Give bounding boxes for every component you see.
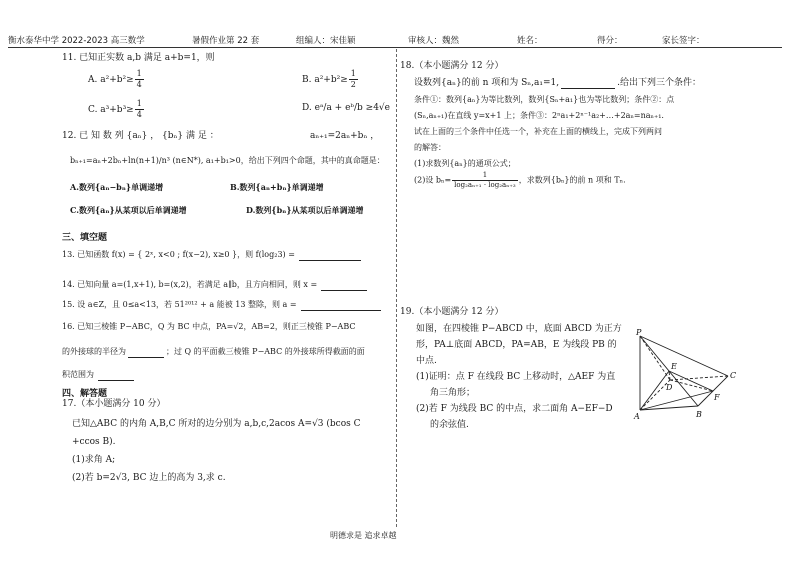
q18-title: 18.（本小题满分 12 分） — [400, 61, 504, 71]
q19-title: 19.（本小题满分 12 分） — [400, 307, 504, 317]
q12-option-a: A.数列{aₙ−bₙ}单调递增 — [70, 182, 164, 192]
edge-dc — [670, 376, 728, 380]
label-c: C — [730, 371, 737, 380]
header-editor: 组编人：宋佳颖 — [296, 36, 356, 46]
q18-line4: 试在上面的三个条件中任选一个，补充在上面的横线上，完成下列两问 — [414, 127, 662, 136]
q19-part1: (1)证明：点 F 在线段 BC 上移动时，△AEF 为直 — [416, 372, 616, 382]
q19-part1-cont: 角三角形； — [430, 388, 476, 398]
q12-option-b: B.数列{aₙ+bₙ}单调递增 — [230, 182, 324, 192]
q18-line5: 的解答： — [414, 143, 446, 152]
section-solutions: 四、解答题 — [62, 389, 108, 399]
edge-ae — [640, 371, 669, 410]
header-title: 暑假作业第 22 套 — [192, 36, 260, 46]
q18-line2: 条件①：数列{aₙ}为等比数列，数列{Sₙ+a₁}也为等比数列；条件②：点 — [414, 95, 675, 104]
header-school: 衡水泰华中学 2022-2023 高三数学 — [8, 36, 145, 46]
q16-line2: 的外接球的半径为 ；过 Q 的平面截三棱锥 P−ABC 的外接球所得截面的面 — [62, 347, 365, 356]
q16-line3: 积范围为 — [62, 370, 134, 381]
q15: 15. 设 a∈Z，且 0≤a<13，若 51²⁰¹² + a 能被 13 整除，则 a = — [62, 300, 381, 311]
q19-part2: (2)若 F 为线段 BC 的中点，求二面角 A−EF−D — [416, 404, 613, 414]
footer-motto: 明德求是 追求卓越 — [330, 531, 397, 540]
q18-part1: (1)求数列{aₙ}的通项公式； — [414, 159, 516, 168]
q17-part1: (1)求角 A; — [72, 455, 116, 465]
q12-line2: bₙ₊₁=aₙ+2bₙ+ln(n+1)/n³ (n∈N*), a₁+b₁>0，给出下列四个命题，其中的真命题是： — [70, 156, 385, 165]
q12-line1: 12. 已 知 数 列 {aₙ} ， {bₙ} 满 足 ： — [62, 131, 219, 141]
header-score: 得分： — [597, 36, 623, 46]
q18-line1: 设数列{aₙ}的前 n 项和为 Sₙ,a₁=1, .给出下列三个条件： — [414, 78, 701, 88]
label-p: P — [636, 328, 642, 337]
q14: 14. 已知向量 a=(1,x+1), b=(x,2)，若满足 a∥b，且方向相同，则 x = — [62, 280, 367, 291]
q17-title: 17.（本小题满分 10 分） — [62, 399, 166, 409]
edge-pc — [640, 336, 728, 376]
q13: 13. 已知函数 f(x) = { 2ˣ, x<0 ; f(x−2), x≥0 }，则 f(log₂3) = — [62, 250, 361, 261]
q12-line1-recurrence: aₙ₊₁=2aₙ+bₙ ， — [310, 131, 380, 141]
q19-part2-cont: 的余弦值. — [430, 420, 469, 430]
q19-line1: 如图，在四棱锥 P−ABCD 中，底面 ABCD 为正方 — [416, 324, 622, 334]
q11-option-c: C. a³+b³≥ $\frac{1}{4}$ — [88, 99, 142, 119]
q11-option-d: D. eᵃ/a + eᵇ/b ≥4√e — [302, 103, 390, 113]
label-e: E — [671, 362, 677, 371]
column-divider — [396, 49, 397, 527]
header-name: 姓名： — [517, 36, 543, 46]
label-a: A — [634, 412, 640, 420]
q17-line2: +ccos B). — [72, 437, 116, 447]
q17-line1: 已知△ABC 的内角 A,B,C 所对的边分别为 a,b,c,2acos A=√3 (bcos C — [72, 419, 361, 429]
q18-line3: (Sₙ,aₙ₊₁)在直线 y=x+1 上；条件③：2ⁿa₁+2ⁿ⁻¹a₂+…+2aₙ=naₙ₊₁. — [414, 111, 664, 120]
label-d: D — [666, 383, 673, 392]
q19-line3: 中点. — [416, 356, 437, 366]
q12-option-c: C.数列{aₙ}从某项以后单调递增 — [70, 205, 187, 215]
q12-option-d: D.数列{bₙ}从某项以后单调递增 — [246, 205, 364, 215]
header-parent-signature: 家长签字： — [662, 36, 705, 46]
q11-option-b: B. a²+b²≥ $\frac{1}{2}$ — [302, 69, 356, 89]
label-f: F — [714, 393, 720, 402]
header-reviewer: 审核人：魏然 — [408, 36, 460, 46]
q19-line2: 形，PA⊥底面 ABCD，PA=AB，E 为线段 PB 的 — [416, 340, 617, 350]
pyramid-figure — [630, 328, 740, 420]
q17-part2: (2)若 b=2√3, BC 边上的高为 3,求 c. — [72, 473, 226, 483]
q18-part2: (2)设 bₙ= $\frac{1}{\text{log₂aₙ₊₁ · log₂aₙ₊₃}}$ ，求数列{bₙ}的前 n 项和 Tₙ. — [414, 171, 626, 189]
q16-line1: 16. 已知三棱锥 P−ABC，Q 为 BC 中点，PA=√2，AB=2，则正三棱锥 P−ABC — [62, 322, 356, 331]
q11-option-a: A. a²+b²≥ $\frac{1}{4}$ — [88, 69, 142, 89]
section-fill-in: 三、填空题 — [62, 233, 108, 243]
q11-stem: 11. 已知正实数 a,b 满足 a+b=1，则 — [62, 53, 215, 63]
label-b: B — [696, 410, 702, 419]
header-rule — [8, 47, 782, 48]
